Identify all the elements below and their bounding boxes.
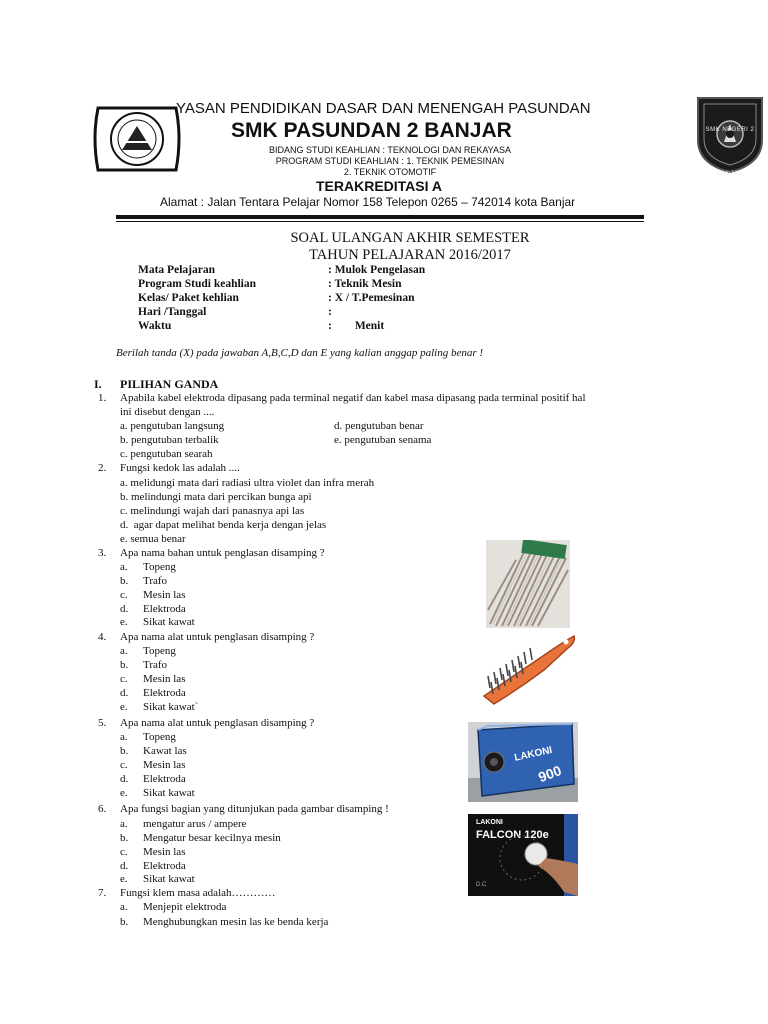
option-b-letter: b. — [120, 659, 129, 671]
exam-title: SOAL ULANGAN AKHIR SEMESTER — [290, 230, 530, 246]
option-a[interactable]: Topeng — [143, 645, 176, 657]
option-d[interactable]: Elektroda — [143, 603, 186, 615]
info-value-program: : Teknik Mesin — [328, 278, 402, 290]
info-value-subject: : Mulok Pengelasan — [328, 264, 426, 276]
option-c-letter: c. — [120, 673, 128, 685]
option-a[interactable]: mengatur arus / ampere — [143, 818, 247, 830]
option-a[interactable]: Menjepit elektroda — [143, 901, 227, 913]
option-c[interactable]: Mesin las — [143, 759, 186, 771]
question-number: 3. — [98, 547, 107, 559]
info-label-time: Waktu — [138, 320, 172, 332]
academic-year: TAHUN PELAJARAN 2016/2017 — [309, 247, 511, 263]
option-b[interactable]: Mengatur besar kecilnya mesin — [143, 832, 281, 844]
welding-machine-dial-image — [468, 814, 578, 896]
info-label-subject: Mata Pelajaran — [138, 264, 215, 276]
option-d[interactable]: d. agar dapat melihat benda kerja dengan jelas — [120, 519, 327, 531]
info-label-class: Kelas/ Paket kehlian — [138, 292, 239, 304]
option-b-letter: b. — [120, 575, 129, 587]
option-c[interactable]: Mesin las — [143, 589, 186, 601]
option-d-letter: d. — [120, 773, 129, 785]
option-e[interactable]: e. semua benar — [120, 533, 186, 545]
option-c-letter: c. — [120, 589, 128, 601]
instruction: Berilah tanda (X) pada jawaban A,B,C,D dan E yang kalian anggap paling benar ! — [116, 347, 484, 359]
school-address: Alamat : Jalan Tentara Pelajar Nomor 158 Telepon 0265 – 742014 kota Banjar — [160, 195, 576, 209]
machine-brand: LAKONI — [476, 819, 503, 826]
question-text-cont: ini disebut dengan .... — [120, 406, 215, 418]
info-value-class: : X / T.Pemesinan — [328, 292, 415, 304]
option-e[interactable]: Sikat kawat — [143, 873, 195, 885]
header-divider-thin — [116, 221, 644, 222]
question-number: 5. — [98, 717, 107, 729]
study-program-2: 2. TEKNIK OTOMOTIF — [343, 167, 437, 177]
question-text: Apa nama alat untuk penglasan disamping ? — [120, 717, 315, 729]
option-b[interactable]: Kawat las — [143, 745, 187, 757]
option-b[interactable]: Menghubungkan mesin las ke benda kerja — [143, 916, 329, 928]
question-text: Fungsi klem masa adalah………… — [120, 887, 276, 899]
option-d[interactable]: Elektroda — [143, 773, 186, 785]
option-e[interactable]: e. pengutuban senama — [334, 434, 432, 446]
option-a-letter: a. — [120, 901, 128, 913]
option-b-letter: b. — [120, 832, 129, 844]
option-a-letter: a. — [120, 645, 128, 657]
question-number: 6. — [98, 803, 107, 815]
info-label-program: Program Studi keahlian — [138, 278, 256, 290]
header-divider — [116, 215, 644, 219]
option-a[interactable]: a. melidungi mata dari radiasi ultra violet dan infra merah — [120, 477, 375, 489]
question-text: Fungsi kedok las adalah .... — [120, 462, 240, 474]
right-school-logo — [694, 94, 766, 177]
option-c-letter: c. — [120, 759, 128, 771]
question-text: Apa nama bahan untuk penglasan disamping ? — [120, 547, 325, 559]
wire-brush-image — [480, 628, 578, 708]
info-value-date: : — [328, 306, 332, 318]
svg-text:D.C: D.C — [476, 882, 487, 888]
option-e-letter: e. — [120, 873, 128, 885]
info-value-time: : Menit — [328, 320, 385, 332]
foundation-name: YASAN PENDIDIKAN DASAR DAN MENENGAH PASUNDAN — [176, 100, 591, 117]
option-c[interactable]: c. melindungi wajah dari panasnya api las — [120, 505, 305, 517]
section-title: PILIHAN GANDA — [120, 377, 219, 391]
machine-model: FALCON 120e — [476, 829, 549, 841]
option-a[interactable]: Topeng — [143, 561, 176, 573]
option-d-letter: d. — [120, 603, 129, 615]
option-a-letter: a. — [120, 818, 128, 830]
option-d-letter: d. — [120, 687, 129, 699]
question-number: 7. — [98, 887, 107, 899]
right-logo-text: SMK NEGERI 2 BANJAR — [705, 127, 755, 177]
question-text: Apa nama alat untuk penglasan disamping ? — [120, 631, 315, 643]
study-field: BIDANG STUDI KEAHLIAN : TEKNOLOGI DAN REKAYASA — [268, 145, 512, 155]
option-e[interactable]: Sikat kawat — [143, 787, 195, 799]
question-text: Apabila kabel elektroda dipasang pada terminal negatif dan kabel masa dipasang pada terminal positif hal — [120, 392, 586, 404]
option-b[interactable]: Trafo — [143, 659, 168, 671]
option-b[interactable]: Trafo — [143, 575, 168, 587]
option-e-letter: e. — [120, 787, 128, 799]
option-a[interactable]: a. pengutuban langsung — [120, 420, 225, 432]
option-c-letter: c. — [120, 846, 128, 858]
study-program-1: PROGRAM STUDI KEAHLIAN : 1. TEKNIK PEMESINAN — [275, 156, 505, 166]
option-c[interactable]: Mesin las — [143, 846, 186, 858]
option-a[interactable]: Topeng — [143, 731, 176, 743]
accreditation: TERAKREDITASI A — [316, 178, 442, 194]
option-d-letter: d. — [120, 860, 129, 872]
section-number: I. — [94, 377, 102, 391]
welding-electrodes-image — [486, 540, 570, 628]
option-e[interactable]: Sikat kawat` — [143, 701, 199, 713]
school-name: SMK PASUNDAN 2 BANJAR — [231, 119, 512, 142]
question-number: 1. — [98, 392, 107, 404]
option-e-letter: e. — [120, 616, 128, 628]
info-label-date: Hari /Tanggal — [138, 306, 207, 318]
option-b-letter: b. — [120, 745, 129, 757]
option-c[interactable]: c. pengutuban searah — [120, 448, 213, 460]
option-b[interactable]: b. pengutuban terbalik — [120, 434, 219, 446]
question-text: Apa fungsi bagian yang ditunjukan pada gambar disamping ! — [120, 803, 389, 815]
option-e-letter: e. — [120, 701, 128, 713]
option-a-letter: a. — [120, 731, 128, 743]
option-c[interactable]: Mesin las — [143, 673, 186, 685]
option-d[interactable]: d. pengutuban benar — [334, 420, 424, 432]
left-school-logo — [90, 98, 184, 180]
question-number: 4. — [98, 631, 107, 643]
machine-model: 900 — [536, 762, 564, 786]
option-b[interactable]: b. melindungi mata dari percikan bunga api — [120, 491, 312, 503]
machine-brand: LAKONI — [513, 745, 554, 764]
option-a-letter: a. — [120, 561, 128, 573]
option-d[interactable]: Elektroda — [143, 860, 186, 872]
question-number: 2. — [98, 462, 107, 474]
option-b-letter: b. — [120, 916, 129, 928]
option-e[interactable]: Sikat kawat — [143, 616, 195, 628]
option-d[interactable]: Elektroda — [143, 687, 186, 699]
welding-machine-image — [468, 722, 578, 802]
